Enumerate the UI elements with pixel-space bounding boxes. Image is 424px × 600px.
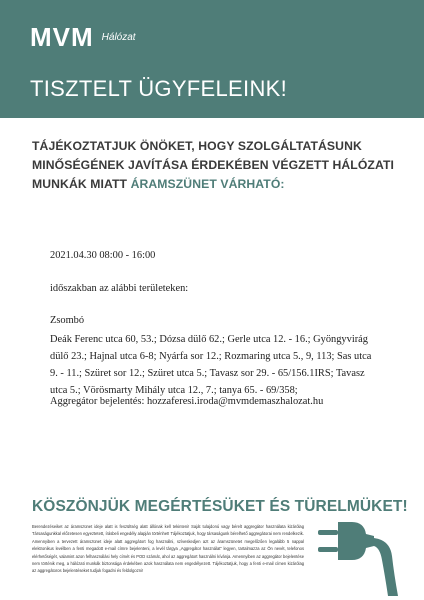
plug-icon	[312, 516, 402, 596]
header-banner	[0, 0, 424, 118]
outage-datetime: 2021.04.30 08:00 - 16:00	[50, 250, 156, 261]
lead-highlight: ÁRAMSZÜNET VÁRHATÓ:	[130, 177, 285, 191]
brand-logo	[30, 24, 136, 50]
thanks-heading: KÖSZÖNJÜK MEGÉRTÉSÜKET ÉS TÜRELMÜKET!	[32, 498, 408, 515]
lead-paragraph	[32, 137, 402, 194]
logo-subtitle: Hálózat	[101, 31, 136, 43]
settlement-name: Zsombó	[50, 315, 85, 326]
logo-text: MVM	[30, 22, 94, 52]
lead-text: TÁJÉKOZTATJUK ÖNÖKET, HOGY SZOLGÁLTATÁSUNK MINŐSÉGÉNEK JAVÍTÁSA ÉRDEKÉBEN VÉGZETT HÁLÓZATI MUNKÁK MIATT	[32, 139, 394, 191]
aggregator-contact: Aggregátor bejelentés: hozzaferesi.iroda@mvmdemaszhalozat.hu	[50, 396, 324, 407]
street-list: Deák Ferenc utca 60, 53.; Dózsa dülő 62.; Gerle utca 12. - 16.; Gyöngyvirág dülő 23.; Hajnal utca 6-8; Nyárfa sor 12.; Rozmaring utca 5., 9, 113; Sas utca 9. - 11.; Szüret sor 12.; Szüret utca 5.; Tavasz sor 29. - 65/156.1IRS; Tavasz utca 5.; Vörösmarty Mihály utca 12., 7.; tanya 65. - 69/358;	[50, 334, 372, 396]
fine-print: Berendezéseiket az áramszünet ideje alatt is feszültség alatt állónak kell tekinteni! Saját tulajdonú vagy bérelt aggregátor használata kizárólag Társaságunkkal előzetesen egyeztetett, írásbeli engedély alapján történhet! Tájékoztatjuk, hogy társaságunk bérelhető aggregátorai nem rendelkezik. Amennyiben a tervezett áramszünet ideje alatt aggregátort fog használni, szíveskedjen azt az áramszünetet megelőzően legalább 5 nappal elektronikus levélben a fenti megadott e-mail címre bejelenteni, a levél tárgya „Aggregátor használat” legyen, tartalmazza az Ön nevét, telefonos elérhetőségét, valamint azon felhasználási hely címét és POD számát, ahol az aggregátort használni kívánja. Amennyiben az aggregátor bejelentése nem történik meg, a hálózati munkák biztonsága érdekében azok használata nem engedélyezett. Tájékoztatjuk, hogy a fenti e-mail címen kizárólag az aggregátoros bejelentéseket tudjuk fogadni és feldolgozni!	[32, 524, 304, 574]
areas-intro: időszakban az alábbi területeken:	[50, 283, 189, 294]
page-title: TISZTELT ÜGYFELEINK!	[30, 76, 288, 101]
